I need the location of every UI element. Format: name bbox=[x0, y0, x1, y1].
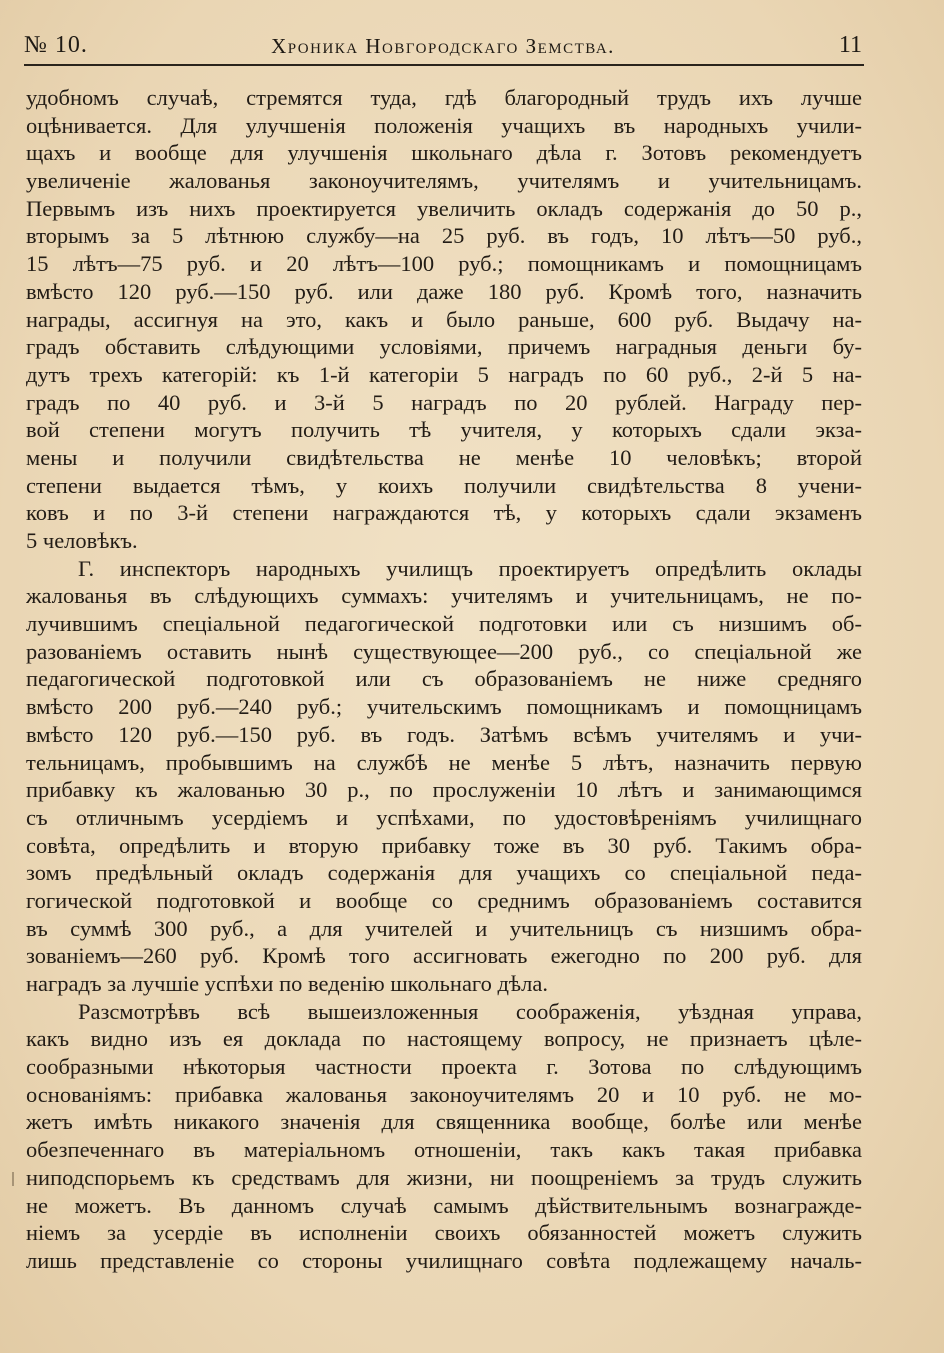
text-line: какъ видно изъ ея доклада по настоящему вопросу, не признаетъ цѣле- bbox=[26, 1026, 862, 1052]
header-rule bbox=[24, 64, 864, 66]
paragraph-end-line: наградъ за лучшіе успѣхи по веденію школьнаго дѣла. bbox=[26, 971, 548, 996]
text-line: Первымъ изъ нихъ проектируется увеличить окладъ содержанія до 50 р., bbox=[26, 195, 862, 221]
text-line: обезпеченнаго въ матеріальномъ отношеніи, такъ какъ такая прибавка bbox=[26, 1137, 862, 1163]
text-line: градъ обставить слѣдующими условіями, причемъ наградныя деньги бу- bbox=[26, 334, 862, 360]
text-line: вмѣсто 200 руб.—240 руб.; учительскимъ помощникамъ и помощницамъ bbox=[26, 694, 862, 720]
text-line: градъ по 40 руб. и 3-й 5 наградъ по 20 рублей. Награду пер- bbox=[26, 389, 862, 415]
text-line: 15 лѣтъ—75 руб. и 20 лѣтъ—100 руб.; помощникамъ и помощницамъ bbox=[26, 251, 862, 277]
text-line: щахъ и вообще для улучшенія школьнаго дѣла г. Зотовъ рекомендуетъ bbox=[26, 140, 862, 166]
text-line: прибавку къ жалованью 30 р., по прослуженіи 10 лѣтъ и занимающимся bbox=[26, 777, 862, 803]
text-line: основаніямъ: прибавка жалованья законоучителямъ 20 и 10 руб. не мо- bbox=[26, 1081, 862, 1107]
text-line: зомъ предѣльный окладъ содержанія для учащихъ со спеціальной педа- bbox=[26, 860, 862, 886]
text-line: ниподспорьемъ къ средствамъ для жизни, ни поощреніемъ за трудъ служить bbox=[26, 1164, 862, 1190]
text-line: не можетъ. Въ данномъ случаѣ самымъ дѣйствительнымъ вознагражде- bbox=[26, 1192, 862, 1218]
text-line: зованіемъ—260 руб. Кромѣ того ассигновать ежегодно по 200 руб. для bbox=[26, 943, 862, 969]
text-line: лишь представленіе со стороны училищнаго совѣта подлежащему началь- bbox=[26, 1247, 862, 1273]
text-line: совѣта, опредѣлить и вторую прибавку тоже въ 30 руб. Такимъ обра- bbox=[26, 832, 862, 858]
page-number: 11 bbox=[838, 32, 862, 58]
page-header bbox=[24, 32, 862, 60]
text-line: мены и получили свидѣтельства не менѣе 10 человѣкъ; второй bbox=[26, 444, 862, 470]
text-line: тельницамъ, пробывшимъ на службѣ не менѣе 5 лѣтъ, назначить первую bbox=[26, 749, 862, 775]
issue-number: № 10. bbox=[24, 32, 88, 58]
text-line: съ отличнымъ усердіемъ и успѣхами, по удостовѣреніямъ училищнаго bbox=[26, 804, 862, 830]
text-line: разованіемъ оставить нынѣ существующее—200 руб., со спеціальной же bbox=[26, 638, 862, 664]
paper-speck bbox=[12, 1172, 14, 1186]
text-line: жалованья въ слѣдующихъ суммахъ: учителямъ и учительницамъ, не по- bbox=[26, 583, 862, 609]
paragraph-first-line: Г. инспекторъ народныхъ училищъ проектируетъ опредѣлить оклады bbox=[78, 555, 862, 581]
text-line: лучившимъ спеціальной педагогической подготовки или съ низшимъ об- bbox=[26, 611, 862, 637]
text-line: гогической подготовкой и вообще со среднимъ образованіемъ составится bbox=[26, 887, 862, 913]
text-line: удобномъ случаѣ, стремятся туда, гдѣ благородный трудъ ихъ лучше bbox=[26, 85, 862, 110]
text-line: степени выдается тѣмъ, у коихъ получили свидѣтельства 8 учени- bbox=[26, 472, 862, 498]
paragraph-end-line: 5 человѣкъ. bbox=[26, 528, 138, 553]
text-line: вторымъ за 5 лѣтнюю службу—на 25 руб. въ годъ, 10 лѣтъ—50 руб., bbox=[26, 223, 862, 249]
text-line: педагогической подготовкой или съ образованіемъ не ниже средняго bbox=[26, 666, 862, 692]
running-title: Хроника Новгородскаго Земства. bbox=[271, 34, 615, 58]
paragraph-first-line: Разсмотрѣвъ всѣ вышеизложенныя соображенія, уѣздная управа, bbox=[78, 998, 862, 1024]
text-line: увеличеніе жалованья законоучителямъ, учителямъ и учительницамъ. bbox=[26, 168, 862, 194]
text-line: вмѣсто 120 руб.—150 руб. или даже 180 руб. Кромѣ того, назначить bbox=[26, 278, 862, 304]
text-line: въ суммѣ 300 руб., а для учителей и учительницъ съ низшимъ обра- bbox=[26, 915, 862, 941]
text-line: жетъ имѣть никакого значенія для священника вообще, болѣе или менѣе bbox=[26, 1109, 862, 1135]
text-line: ніемъ за усердіе въ исполненіи своихъ обязанностей можетъ служить bbox=[26, 1220, 862, 1246]
text-line: сообразными нѣкоторыя частности проекта г. Зотова по слѣдующимъ bbox=[26, 1054, 862, 1080]
text-line: вмѣсто 120 руб.—150 руб. въ годъ. Затѣмъ всѣмъ учителямъ и учи- bbox=[26, 721, 862, 747]
text-line: оцѣнивается. Для улучшенія положенія учащихъ въ народныхъ учили- bbox=[26, 112, 862, 138]
text-line: вой степени могутъ получить тѣ учителя, у которыхъ сдали экза- bbox=[26, 417, 862, 443]
body-text bbox=[26, 84, 862, 1275]
text-line: награды, ассигнуя на это, какъ и было раньше, 600 руб. Выдачу на- bbox=[26, 306, 862, 332]
text-line: ковъ и по 3-й степени награждаются тѣ, у которыхъ сдали экзаменъ bbox=[26, 500, 862, 526]
text-line: дутъ трехъ категорій: къ 1-й категоріи 5 наградъ по 60 руб., 2-й 5 на- bbox=[26, 361, 862, 387]
